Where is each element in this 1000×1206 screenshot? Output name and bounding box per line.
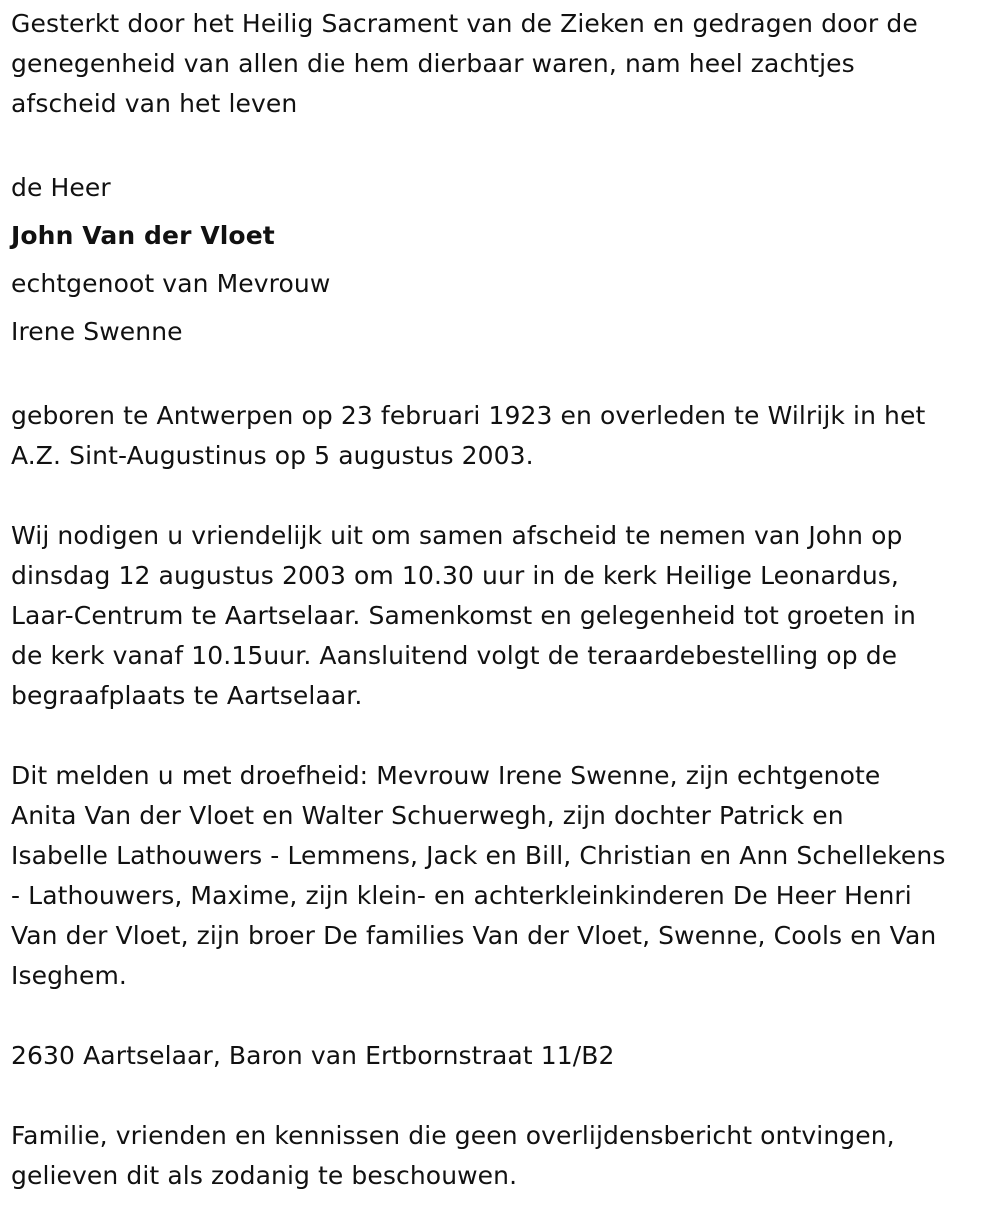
closing-paragraph xyxy=(11,1116,991,1196)
ceremony-line: Laar-Centrum te Aartselaar. Samenkomst en gelegenheid tot groeten in xyxy=(11,601,916,630)
intro-line: Gesterkt door het Heilig Sacrament van de Zieken en gedragen door de xyxy=(11,9,918,38)
birth-death-line: geboren te Antwerpen op 23 februari 1923 en overleden te Wilrijk in het xyxy=(11,401,926,430)
ceremony-paragraph xyxy=(11,516,991,716)
spacer xyxy=(11,716,991,756)
ceremony-line: de kerk vanaf 10.15uur. Aansluitend volgt de teraardebestelling op de xyxy=(11,641,898,670)
closing-line: Familie, vrienden en kennissen die geen overlijdensbericht ontvingen, xyxy=(11,1121,895,1150)
title-prefix: de Heer xyxy=(11,173,111,202)
intro-paragraph xyxy=(11,4,991,124)
closing-line: gelieven dit als zodanig te beschouwen. xyxy=(11,1161,518,1190)
ceremony-line: dinsdag 12 augustus 2003 om 10.30 uur in de kerk Heilige Leonardus, xyxy=(11,561,899,590)
family-line: Iseghem. xyxy=(11,961,127,990)
obituary-document xyxy=(11,4,991,1196)
spacer xyxy=(11,476,991,516)
family-line: Anita Van der Vloet en Walter Schuerwegh, zijn dochter Patrick en xyxy=(11,801,844,830)
spacer xyxy=(11,996,991,1036)
spacer xyxy=(11,124,991,164)
intro-line: genegenheid van allen die hem dierbaar waren, nam heel zachtjes xyxy=(11,49,855,78)
intro-line: afscheid van het leven xyxy=(11,89,298,118)
family-line: Van der Vloet, zijn broer De families Van der Vloet, Swenne, Cools en Van xyxy=(11,921,937,950)
family-line: Isabelle Lathouwers - Lemmens, Jack en Bill, Christian en Ann Schellekens xyxy=(11,841,946,870)
ceremony-line: Wij nodigen u vriendelijk uit om samen afscheid te nemen van John op xyxy=(11,521,903,550)
address: 2630 Aartselaar, Baron van Ertbornstraat 11/B2 xyxy=(11,1041,615,1070)
deceased-name: John Van der Vloet xyxy=(11,221,275,250)
birth-death-line: A.Z. Sint-Augustinus op 5 augustus 2003. xyxy=(11,441,534,470)
ceremony-line: begraafplaats te Aartselaar. xyxy=(11,681,363,710)
spouse-name: Irene Swenne xyxy=(11,317,183,346)
spacer xyxy=(11,1076,991,1116)
family-paragraph xyxy=(11,756,991,996)
family-line: Dit melden u met droefheid: Mevrouw Irene Swenne, zijn echtgenote xyxy=(11,761,881,790)
birth-death-paragraph xyxy=(11,396,991,476)
family-line: - Lathouwers, Maxime, zijn klein- en achterkleinkinderen De Heer Henri xyxy=(11,881,912,910)
spouse-prefix: echtgenoot van Mevrouw xyxy=(11,269,331,298)
spacer xyxy=(11,356,991,396)
